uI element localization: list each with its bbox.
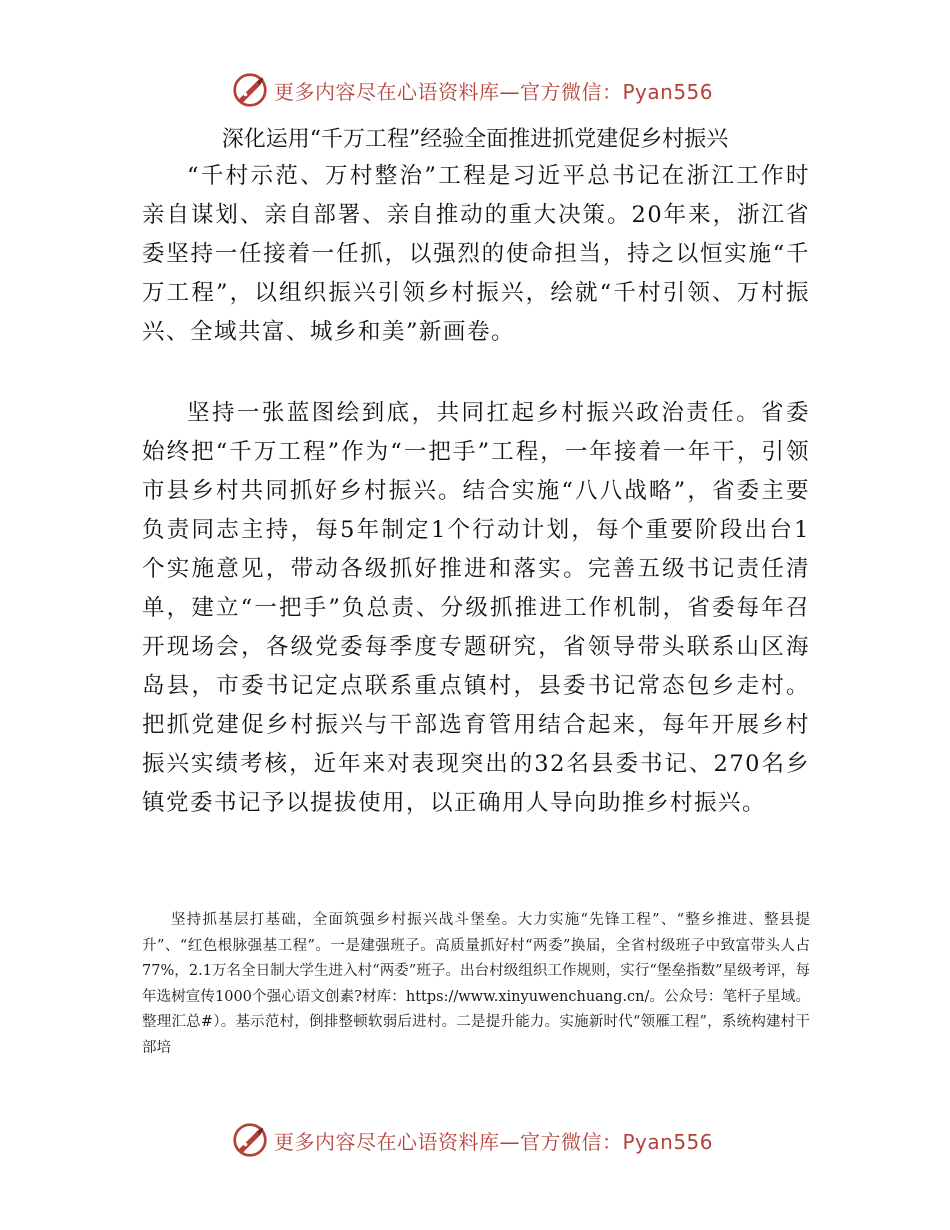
document-title: 深化运用“千万工程”经验全面推进抓党建促乡村振兴	[221, 127, 729, 152]
paragraph-1: “千村示范、万村整治”工程是习近平总书记在浙江工作时亲自谋划、亲自部署、亲自推动的重大决策。20年来，浙江省委坚持一任接着一任抓，以强烈的使命担当，持之以恒实施“千万工程”，以组织振兴引领乡村振兴，绘就“千村引领、万村振兴、全域共富、城乡和美”新画卷。	[142, 163, 810, 345]
header-banner	[232, 70, 712, 110]
footer-banner	[232, 1120, 712, 1160]
paragraph-2: 坚持一张蓝图绘到底，共同扛起乡村振兴政治责任。省委始终把“千万工程”作为“一把手”工程，一年接着一年干，引领市县乡村共同抓好乡村振兴。结合实施“八八战略”，省委主要负责同志主持，每5年制定1个行动计划，每个重要阶段出台1个实施意见，带动各级抓好推进和落实。完善五级书记责任清单，建立“一把手”负总责、分级抓推进工作机制，省委每年召开现场会，各级党委每季度专题研究，省领导带头联系山区海岛县，市委书记定点联系重点镇村，县委书记常态包乡走村。把抓党建促乡村振兴与干部选育管用结合起来，每年开展乡村振兴实绩考核，近年来对表现突出的32名县委书记、270名乡镇党委书记予以提拔使用，以正确用人导向助推乡村振兴。	[142, 400, 810, 816]
banner-text: 更多内容尽在心语资料库—官方微信：Pyan556	[274, 79, 714, 104]
banner-text: 更多内容尽在心语资料库—官方微信：Pyan556	[274, 1129, 714, 1154]
pen-nib-logo-icon	[232, 1122, 268, 1158]
pen-nib-logo-icon	[232, 72, 268, 108]
paragraph-3: 坚持抓基层打基础，全面筑强乡村振兴战斗堡垒。大力实施“先锋工程”、“整乡推进、整县提升”、“红色根脉强基工程”。一是建强班子。高质量抓好村“两委”换届，全省村级班子中致富带头人占77%，2.1万名全日制大学生进入村“两委”班子。出台村级组织工作规则，实行“堡垒指数”星级考评，每年选树宣传1000个强心语文创素?材库：https://www.xinyuwenchuang.cn/。公众号：笔杆子星域。整理汇总#）。基示范村，倒排整顿软弱后进村。二是提升能力。实施新时代“领雁工程”，系统构建村干部培	[142, 912, 810, 1056]
